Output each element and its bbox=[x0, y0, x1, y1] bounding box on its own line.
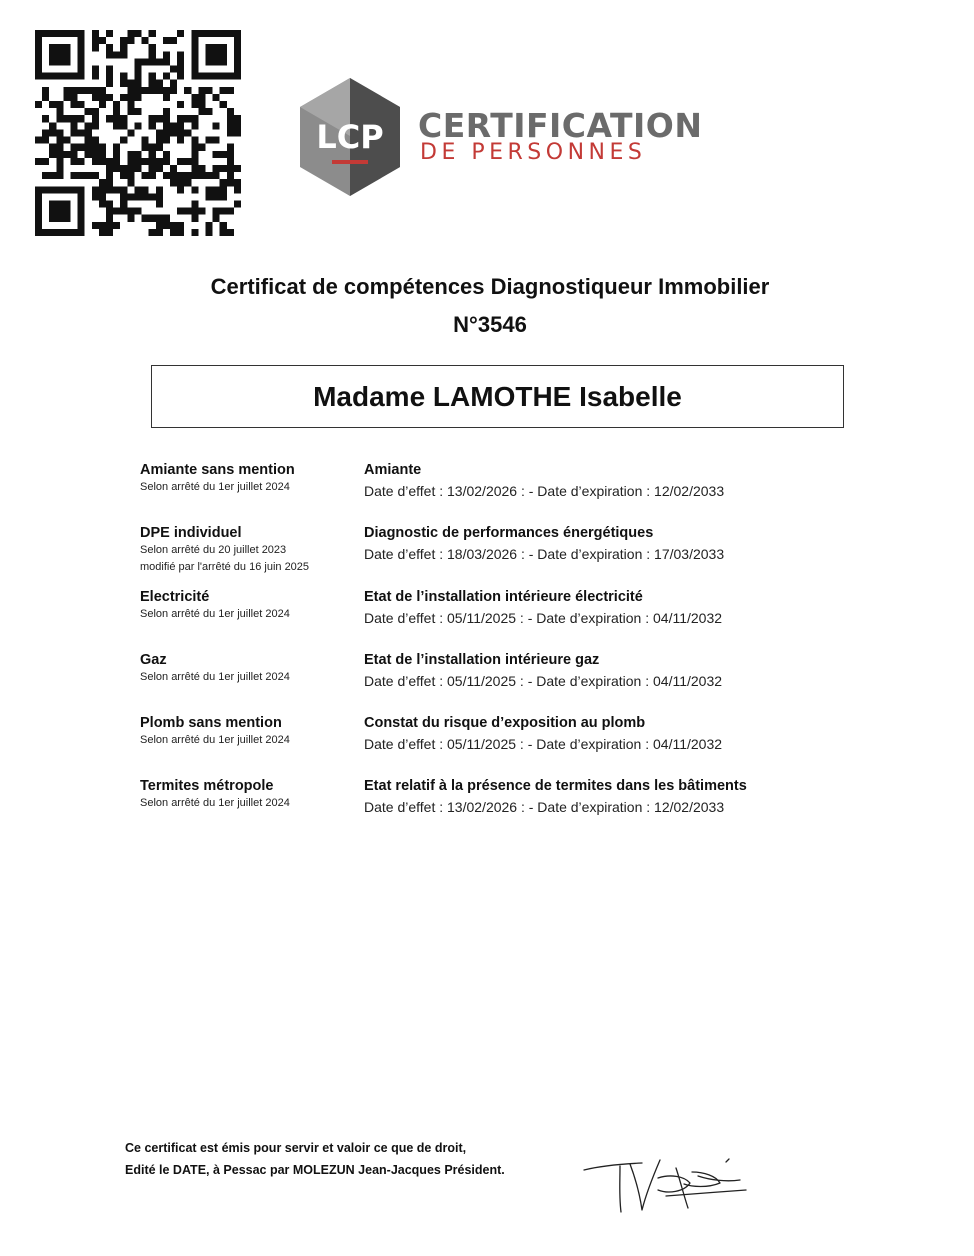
certification-regulation: Selon arrêté du 1er juillet 2024 bbox=[140, 797, 290, 809]
certification-regulation: Selon arrêté du 1er juillet 2024 bbox=[140, 734, 290, 746]
certification-name: Gaz bbox=[140, 652, 167, 668]
certificate-footer bbox=[125, 1137, 505, 1181]
certification-dates: Date d’effet : 05/11/2025 : - Date d’expiration : 04/11/2032 bbox=[364, 673, 723, 689]
logo-initials: LCP bbox=[316, 118, 384, 156]
certification-name: Plomb sans mention bbox=[140, 715, 282, 731]
certification-domain: Etat relatif à la présence de termites dans les bâtiments bbox=[364, 778, 747, 794]
certification-regulation-extra: modifié par l'arrêté du 16 juin 2025 bbox=[140, 561, 310, 573]
certification-regulation: Selon arrêté du 1er juillet 2024 bbox=[140, 608, 290, 620]
footer-validity-statement: Ce certificat est émis pour servir et valoir ce que de droit, bbox=[125, 1141, 467, 1155]
certification-dates: Date d’effet : 05/11/2025 : - Date d’expiration : 04/11/2032 bbox=[364, 736, 723, 752]
certification-name: Termites métropole bbox=[140, 778, 274, 794]
certification-domain: Constat du risque d’exposition au plomb bbox=[364, 715, 646, 731]
certificate-number: N°3546 bbox=[453, 312, 527, 337]
certification-regulation: Selon arrêté du 1er juillet 2024 bbox=[140, 481, 290, 493]
certification-domain: Etat de l’installation intérieure électricité bbox=[364, 589, 643, 605]
certification-dates: Date d’effet : 13/02/2026 : - Date d’expiration : 12/02/2033 bbox=[364, 483, 725, 499]
certification-dates: Date d’effet : 13/02/2026 : - Date d’expiration : 12/02/2033 bbox=[364, 799, 725, 815]
holder-name-box bbox=[151, 365, 844, 428]
certification-domain: Diagnostic de performances énergétiques bbox=[364, 525, 654, 541]
logo-wordmark-line1: CERTIFICATION bbox=[418, 106, 703, 145]
footer-issuer-statement: Edité le DATE, à Pessac par MOLEZUN Jean-Jacques Président. bbox=[125, 1163, 505, 1177]
certification-row-amiante bbox=[140, 461, 860, 521]
certification-regulation: Selon arrêté du 20 juillet 2023 bbox=[140, 544, 287, 556]
certification-dates: Date d’effet : 18/03/2026 : - Date d’expiration : 17/03/2033 bbox=[364, 546, 725, 562]
logo-wordmark-line2: DE PERSONNES bbox=[420, 140, 647, 165]
certification-domain: Etat de l’installation intérieure gaz bbox=[364, 652, 600, 668]
lcp-logo bbox=[296, 76, 706, 198]
certification-row-dpe bbox=[140, 524, 860, 584]
certification-name: Electricité bbox=[140, 589, 210, 605]
certification-row-plomb bbox=[140, 714, 860, 774]
certification-name: DPE individuel bbox=[140, 525, 242, 541]
certification-row-electricite bbox=[140, 588, 860, 648]
certification-dates: Date d’effet : 05/11/2025 : - Date d’expiration : 04/11/2032 bbox=[364, 610, 723, 626]
certification-domain: Amiante bbox=[364, 462, 422, 478]
qr-code bbox=[35, 30, 241, 236]
certificate-title-line1: Certificat de compétences Diagnostiqueur Immobilier bbox=[210, 274, 770, 299]
certification-name: Amiante sans mention bbox=[140, 462, 295, 478]
president-signature bbox=[580, 1150, 750, 1230]
certification-row-gaz bbox=[140, 651, 860, 711]
logo-hexagon-icon bbox=[296, 76, 404, 198]
certification-row-termites bbox=[140, 777, 860, 837]
certification-regulation: Selon arrêté du 1er juillet 2024 bbox=[140, 671, 290, 683]
holder-name: Madame LAMOTHE Isabelle bbox=[313, 380, 682, 412]
certificate-title bbox=[0, 268, 974, 344]
